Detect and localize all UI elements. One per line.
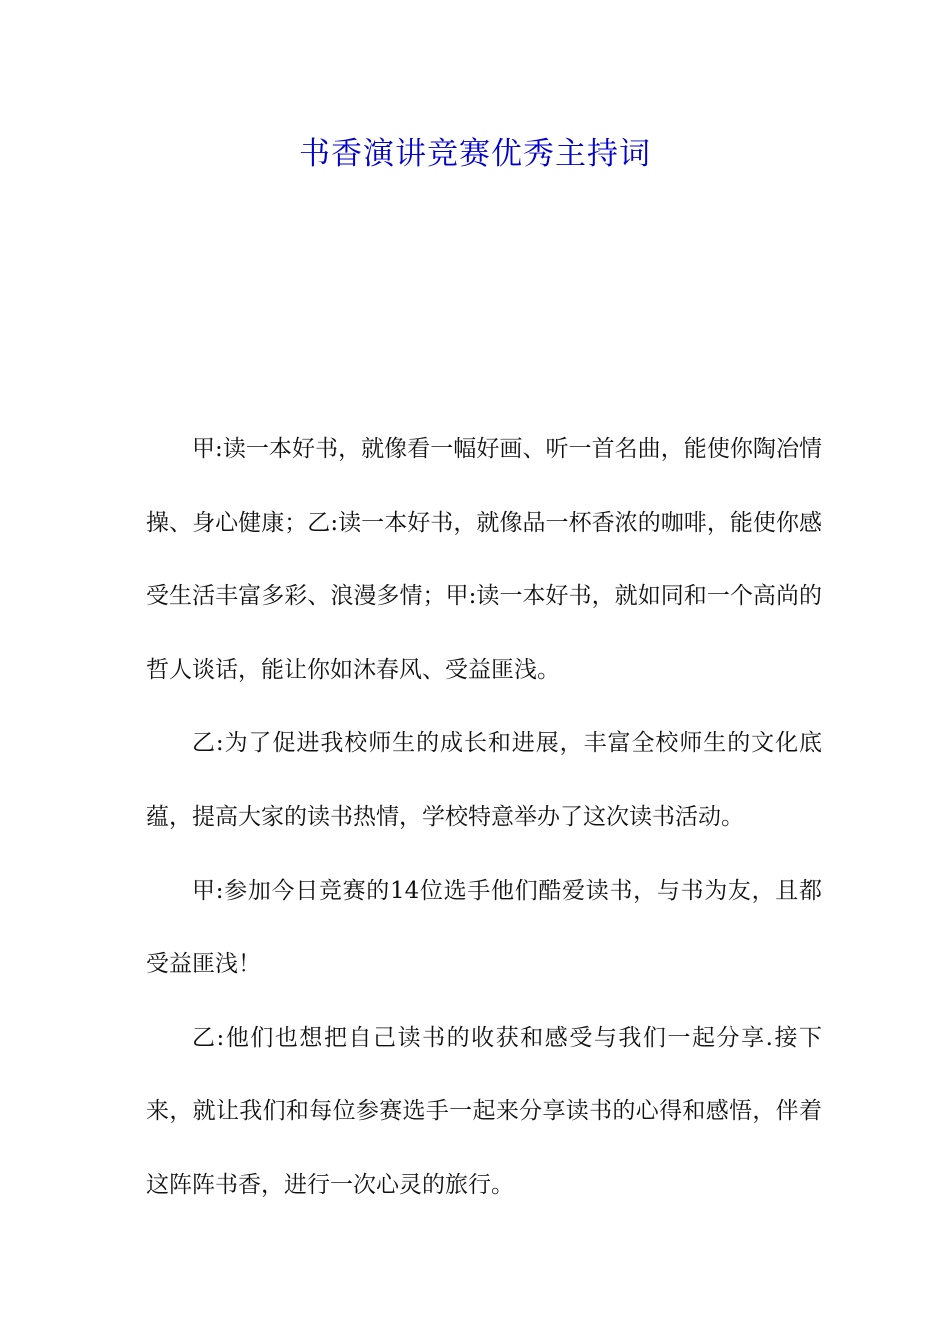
- document-title: 书香演讲竞赛优秀主持词: [299, 136, 651, 172]
- paragraph-sharing: 乙:他们也想把自己读书的收获和感受与我们一起分享.接下来，就让我们和每位参赛选手一起来分享读书的心得和感悟，伴着这阵阵书香，进行一次心灵的旅行。: [146, 1024, 822, 1198]
- paragraph-activity-purpose: 乙:为了促进我校师生的成长和进展，丰富全校师生的文化底蕴，提高大家的读书热情，学校特意举办了这次读书活动。: [146, 730, 822, 830]
- paragraph-contestants: 甲:参加今日竞赛的14位选手他们酷爱读书，与书为友，且都受益匪浅！: [146, 877, 822, 978]
- paragraph-opening: 甲:读一本好书，就像看一幅好画、听一首名曲，能使你陶冶情操、身心健康；乙:读一本好书，就像品一杯香浓的咖啡，能使你感受生活丰富多彩、浪漫多情；甲:读一本好书，就如同和一个高尚的哲人谈话，能让你如沐春风、受益匪浅。: [146, 436, 822, 683]
- document-body: [146, 413, 822, 1223]
